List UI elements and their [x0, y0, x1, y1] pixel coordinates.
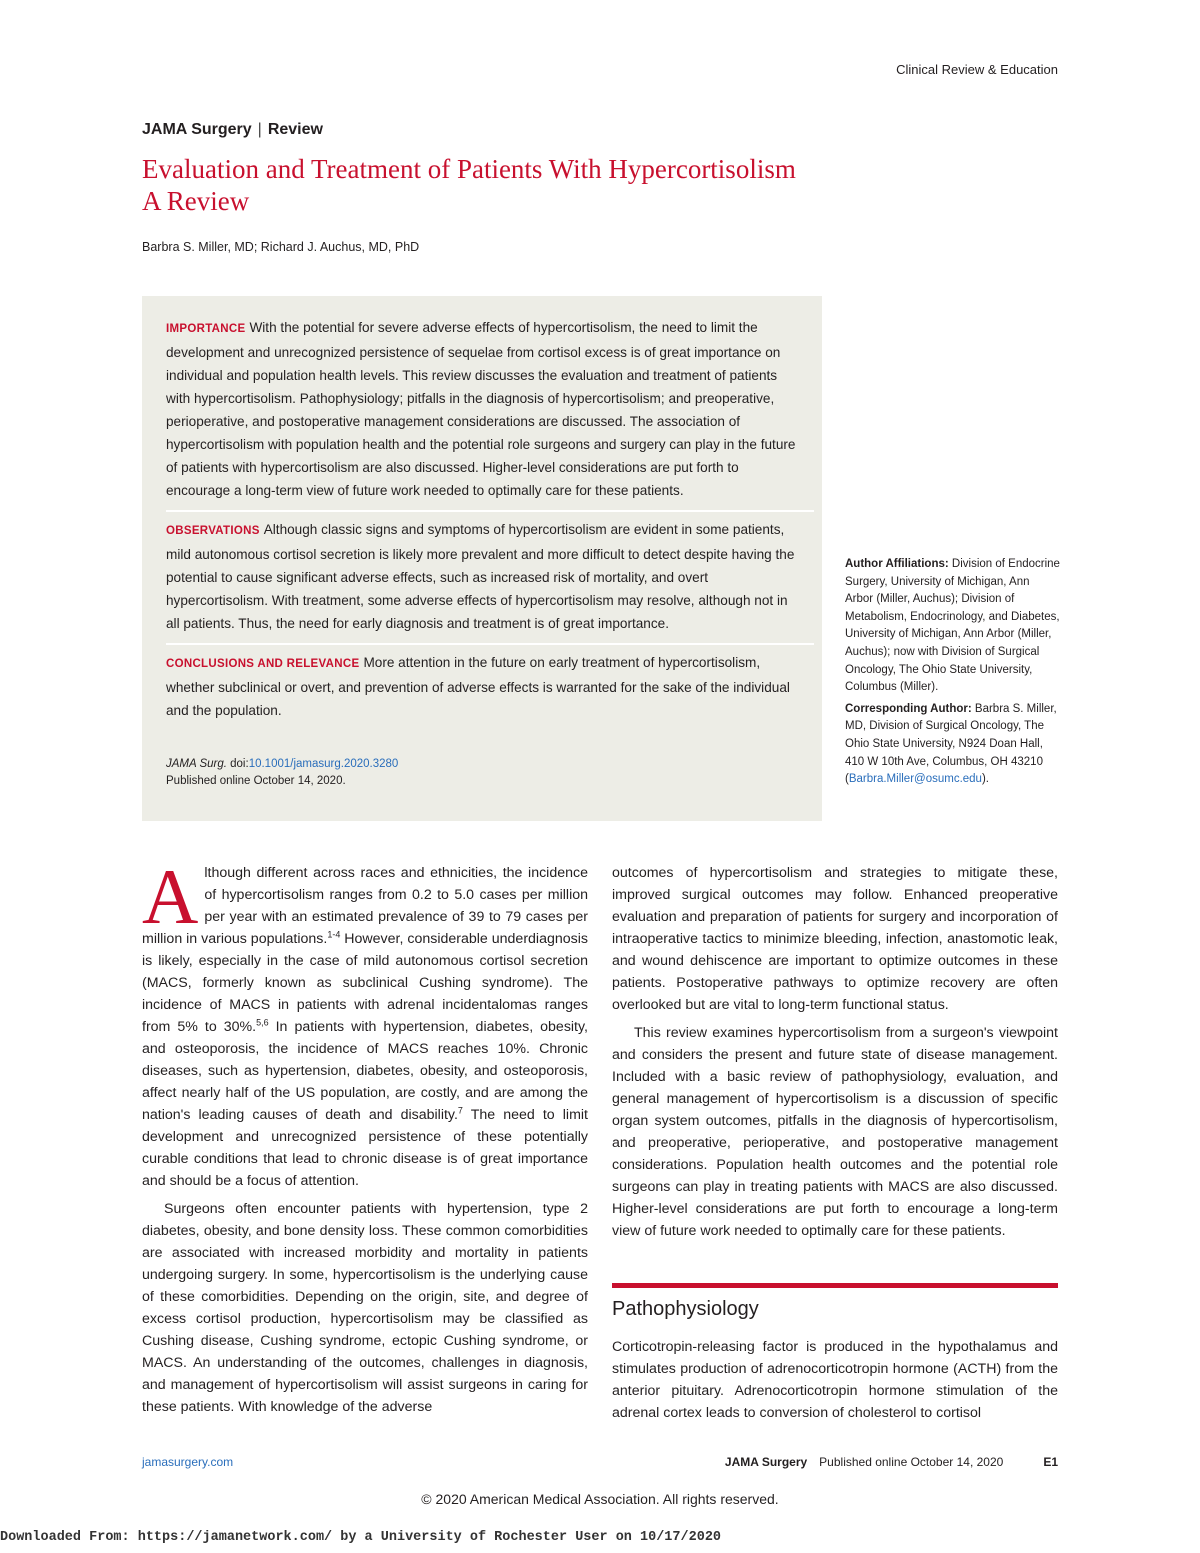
reference-marker[interactable]: 7: [457, 1105, 463, 1116]
body-paragraph: Surgeons often encounter patients with hypertension, type 2 diabetes, obesity, and bone density loss. These common comorbidities are associated with increased morbidity and mortality in patients undergoing surgery. In some, hypercortisolism is the underlying cause of these comorbidities. Depending on the origin, site, and degree of excess cortisol production, hypercortisolism may be classified as Cushing disease, Cushing syndrome, ectopic Cushing syndrome, or MACS. An understanding of the outcomes, challenges in diagnosis, and management of hypercortisolism will assist surgeons in caring for these patients. With knowledge of the adverse: [142, 1201, 588, 1415]
body-paragraph: outcomes of hypercortisolism and strategies to mitigate these, improved surgical outcomes may follow. Enhanced preoperative evaluation and preparation of patients for surgery and incorporation of intraoperative tactics to minimize bleeding, infection, anastomotic leak, and wound dehiscence are important to optimize outcomes in these patients. Postoperative pathways to optimize recovery are often overlooked but are vital to long-term functional status.: [612, 865, 1058, 1013]
citation-line: [166, 756, 802, 773]
reference-marker[interactable]: 5,6: [256, 1017, 269, 1028]
section-heading: Pathophysiology: [612, 1298, 759, 1320]
body-paragraph: [142, 853, 588, 1192]
email-link[interactable]: Barbra.Miller@osumc.edu: [848, 773, 982, 786]
body-text: However, considerable underdiagnosis is likely, especially in the case of mild autonomous cortisol secretion (MACS, formerly known as subclinical Cushing syndrome). The incidence of MACS in patients with adrenal incidentalomas ranges from 5% to 30%.: [142, 931, 588, 1035]
body-paragraph: This review examines hypercortisolism from a surgeon's viewpoint and considers the present and future state of disease management. Included with a basic review of pathophysiology, evaluation, and general management of hypercortisolism is a discussion of specific organ system outcomes, pitfalls in the diagnosis of hypercortisolism, and preoperative, perioperative, and postoperative management considerations. Population health outcomes and the potential role surgeons can play in treating patients with MACS are also discussed. Higher-level considerations are put forth to encourage a long-term view of future work needed to optimally care for these patients.: [612, 1025, 1058, 1239]
article-title-block: [142, 153, 1042, 217]
article-title: Evaluation and Treatment of Patients With Hypercortisolism: [142, 154, 796, 184]
journal-separator: |: [257, 121, 262, 138]
abstract-divider: [166, 510, 814, 512]
abstract-observations: [166, 518, 802, 641]
author-list: Barbra S. Miller, MD; Richard J. Auchus, MD, PhD: [142, 240, 420, 254]
footer-published: Published online October 14, 2020: [819, 1455, 1004, 1469]
body-text: The need to limit development and unrecognized persistence of these potentially curable conditions that lead to chronic disease is of great importance and should be a focus of attention.: [142, 1107, 588, 1189]
abstract-content: [166, 316, 802, 790]
corresponding-label: Corresponding Author:: [845, 702, 972, 715]
body-column-right-lower: [612, 1336, 1058, 1424]
conclusions-text: More attention in the future on early treatment of hypercortisolism, whether subclinical or overt, and prevention of adverse effects is warranted for the sake of the individual and the population.: [166, 655, 790, 718]
observations-label: OBSERVATIONS: [166, 525, 260, 537]
author-affiliations: [845, 556, 1060, 789]
body-text: In patients with hypertension, diabetes, obesity, and osteoporosis, the incidence of MACS reaches 10%. Chronic diseases, such as hypertension, diabetes, obesity, and osteoporosis, affect nearly half of the US population, are costly, and are among the nation's leading causes of death and disability.: [142, 1019, 588, 1123]
download-notice: Downloaded From: https://jamanetwork.com/ by a University of Rochester User on 10/17/2020: [0, 1530, 722, 1545]
journal-name: JAMA Surgery: [142, 121, 252, 138]
reference-marker[interactable]: 1-4: [327, 929, 341, 940]
body-column-right: [612, 862, 1058, 1242]
footer-journal: JAMA Surgery: [724, 1455, 808, 1469]
abstract-box: [142, 296, 822, 821]
section-label: Clinical Review & Education: [896, 62, 1058, 77]
conclusions-label: CONCLUSIONS AND RELEVANCE: [166, 658, 360, 670]
copyright-notice: © 2020 American Medical Association. All rights reserved.: [421, 1491, 779, 1507]
citation-journal: JAMA Surg.: [166, 758, 227, 770]
doi-link[interactable]: 10.1001/jamasurg.2020.3280: [248, 758, 399, 770]
affiliations-text: Division of Endocrine Surgery, University of Michigan, Ann Arbor (Miller, Auchus); Division of Metabolism, Endocrinology, and Diabetes, University of Michigan, Ann Arbor (Miller, Auchus); now with Division of Surgical Oncology, The Ohio State University, Columbus (Miller).: [845, 558, 1060, 694]
importance-text: With the potential for severe adverse effects of hypercortisolism, the need to limit the development and unrecognized persistence of sequelae from cortisol excess is of great importance on individual and population health levels. This review discusses the evaluation and treatment of patients with hypercortisolism. Pathophysiology; pitfalls in the diagnosis of hypercortisolism; and preoperative, perioperative, and postoperative management considerations are discussed. The association of hypercortisolism with population health and the potential role surgeons and surgery can play in the future of patients with hypercortisolism are also discussed. Higher-level considerations are put forth to encourage a long-term view of future work needed to optimally care for these patients.: [166, 320, 796, 498]
article-type: Review: [267, 121, 323, 138]
importance-label: IMPORTANCE: [166, 323, 246, 335]
observations-text: Although classic signs and symptoms of hypercortisolism are evident in some patients, mild autonomous cortisol secretion is likely more prevalent and more difficult to detect despite having the potential to cause significant adverse effects, such as increased risk of mortality, and overt hypercortisolism. With treatment, some adverse effects of hypercortisolism may resolve, although not in all patients. Thus, the need for early diagnosis and treatment is of great importance.: [166, 522, 795, 631]
journal-line: [142, 121, 323, 139]
affiliations-block: [845, 556, 1060, 697]
corresponding-text: Barbra S. Miller, MD, Division of Surgical Oncology, The Ohio State University, N924 Doan Hall, 410 W 10th Ave, Columbus, OH 43210 (: [845, 702, 1057, 786]
article-subtitle: A Review: [142, 186, 250, 216]
affiliations-label: Author Affiliations:: [845, 558, 949, 570]
corresponding-author-block: [845, 701, 1060, 789]
citation-doi-prefix: doi:: [230, 758, 249, 770]
footer-info: [725, 1455, 1058, 1469]
citation: [166, 756, 802, 790]
abstract-conclusions: [166, 651, 802, 728]
published-date: Published online October 14, 2020.: [166, 775, 346, 787]
body-column-left: [142, 853, 588, 1418]
page-number: E1: [1043, 1455, 1058, 1469]
section-rule: [612, 1283, 1058, 1288]
drop-cap: A: [142, 853, 199, 940]
abstract-importance: [166, 316, 802, 508]
body-text: lthough different across races and ethnicities, the incidence of hypercortisolism ranges from 0.2 to 5.0 cases per million per year with an estimated prevalence of 39 to 79 cases per million in various populations.: [142, 865, 588, 947]
body-paragraph: Corticotropin-releasing factor is produced in the hypothalamus and stimulates production of adrenocorticotropin hormone (ACTH) from the anterior pituitary. Adrenocorticotropin hormone stimulation of the adrenal cortex leads to conversion of cholesterol to cortisol: [612, 1339, 1058, 1421]
corresponding-end: ).: [981, 773, 989, 786]
abstract-divider: [166, 643, 814, 645]
footer-url-link[interactable]: jamasurgery.com: [142, 1455, 234, 1469]
